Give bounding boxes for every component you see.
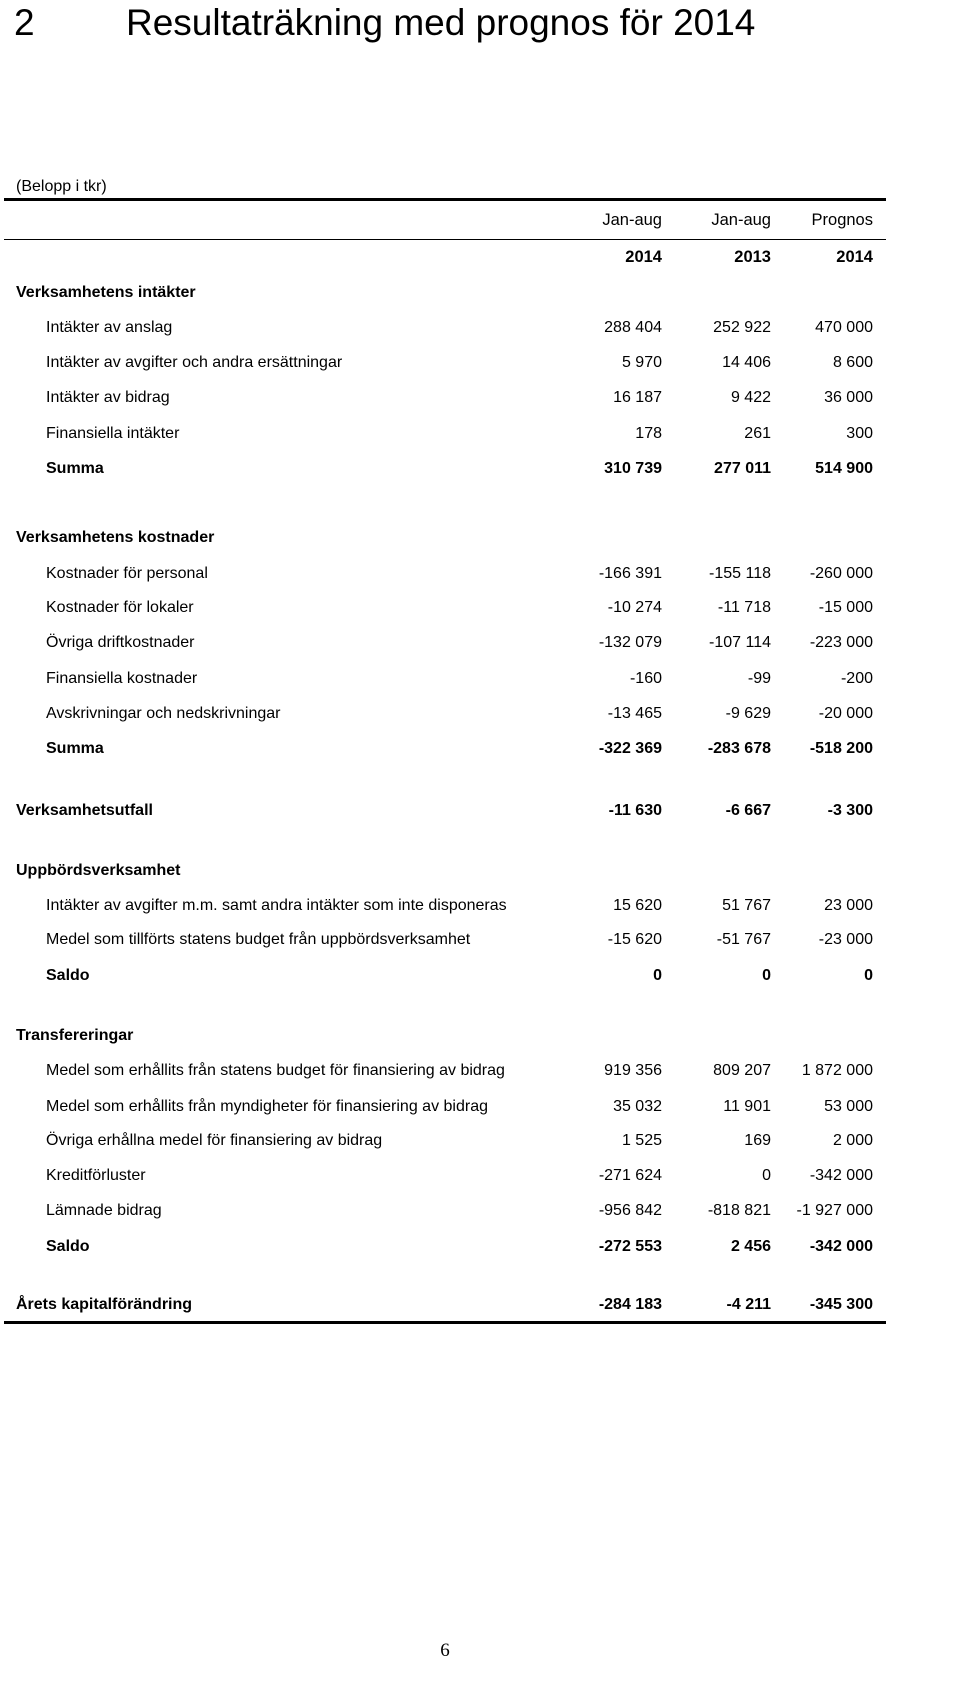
- chapter-number: 2: [14, 2, 35, 43]
- table-row-result: [0, 800, 960, 822]
- row-label: Intäkter av anslag: [46, 319, 173, 336]
- row-label: Medel som tillförts statens budget från uppbördsverksamhet: [46, 931, 471, 948]
- header-year-col1: 2014: [625, 248, 662, 266]
- total-value-col3: -342 000: [809, 1238, 873, 1255]
- header-period-col1: Jan-aug: [602, 211, 662, 229]
- table-row-result: [0, 1294, 960, 1316]
- table-row: [0, 352, 960, 374]
- total-value-col2: -283 678: [707, 740, 771, 757]
- row-value-col1: -160: [629, 670, 662, 687]
- total-value-col1: 0: [653, 967, 662, 984]
- row-value-col2: 9 422: [730, 389, 771, 406]
- result-value-col3: -3 300: [827, 802, 873, 819]
- page-title: Resultaträkning med prognos för 2014: [126, 2, 756, 43]
- row-value-col1: -10 274: [607, 599, 662, 616]
- row-value-col3: 300: [846, 425, 873, 442]
- row-value-col1: -956 842: [598, 1202, 662, 1219]
- header-period-col3: Prognos: [811, 211, 873, 229]
- row-value-col3: 1 872 000: [801, 1062, 873, 1079]
- row-value-col2: -155 118: [709, 565, 771, 582]
- table-top-rule: [4, 198, 886, 201]
- table-row: [0, 895, 960, 917]
- row-value-col1: 1 525: [621, 1132, 662, 1149]
- section-title: Verksamhetens intäkter: [16, 284, 196, 301]
- table-row: [0, 703, 960, 725]
- table-row-total: [0, 1236, 960, 1258]
- section-heading: [0, 282, 960, 304]
- table-row: [0, 668, 960, 690]
- row-label: Intäkter av bidrag: [46, 389, 170, 406]
- total-value-col3: 514 900: [815, 460, 873, 477]
- result-label: Verksamhetsutfall: [16, 802, 153, 819]
- row-label: Finansiella intäkter: [46, 425, 180, 442]
- row-value-col3: 23 000: [824, 897, 873, 914]
- table-header-periods: [0, 209, 960, 231]
- result-label: Årets kapitalförändring: [16, 1296, 193, 1313]
- section-title: Transfereringar: [16, 1027, 134, 1044]
- row-value-col2: 0: [762, 1167, 771, 1184]
- result-value-col3: -345 300: [809, 1296, 873, 1313]
- result-value-col2: -6 667: [725, 802, 771, 819]
- table-row: [0, 317, 960, 339]
- section-title: Verksamhetens kostnader: [16, 529, 215, 546]
- row-label: Medel som erhållits från myndigheter för finansiering av bidrag: [46, 1098, 488, 1115]
- total-value-col2: 2 456: [730, 1238, 771, 1255]
- row-value-col2: 261: [744, 425, 771, 442]
- total-label: Summa: [46, 460, 104, 477]
- row-label: Intäkter av avgifter m.m. samt andra intäkter som inte disponeras: [46, 897, 507, 914]
- row-value-col3: -342 000: [809, 1167, 873, 1184]
- row-value-col3: 2 000: [832, 1132, 873, 1149]
- row-value-col3: -1 927 000: [796, 1202, 873, 1219]
- row-value-col3: -260 000: [809, 565, 873, 582]
- row-value-col1: -13 465: [607, 705, 662, 722]
- row-value-col1: 178: [635, 425, 662, 442]
- table-row: [0, 423, 960, 445]
- row-value-col3: -200: [840, 670, 873, 687]
- row-value-col2: 809 207: [713, 1062, 771, 1079]
- table-row-total: [0, 965, 960, 987]
- row-label: Kostnader för lokaler: [46, 599, 194, 616]
- amount-unit-note: (Belopp i tkr): [16, 178, 107, 195]
- table-row: [0, 1200, 960, 1222]
- section-title: Uppbördsverksamhet: [16, 862, 181, 879]
- row-value-col1: -15 620: [607, 931, 662, 948]
- table-header-years: [0, 246, 960, 268]
- row-label: Finansiella kostnader: [46, 670, 198, 687]
- header-divider: [4, 239, 886, 240]
- row-label: Kreditförluster: [46, 1167, 146, 1184]
- section-heading: [0, 527, 960, 549]
- table-row: [0, 1130, 960, 1152]
- row-value-col1: 35 032: [613, 1098, 662, 1115]
- row-value-col2: -99: [747, 670, 771, 687]
- row-value-col2: 11 901: [723, 1098, 771, 1115]
- row-value-col2: -51 767: [716, 931, 771, 948]
- table-row: [0, 1060, 960, 1082]
- table-row: [0, 387, 960, 409]
- total-label: Saldo: [46, 967, 90, 984]
- row-value-col3: 36 000: [824, 389, 873, 406]
- total-value-col1: -322 369: [598, 740, 662, 757]
- table-bottom-rule: [4, 1321, 886, 1324]
- result-value-col1: -11 630: [608, 802, 662, 819]
- row-value-col1: 15 620: [613, 897, 662, 914]
- total-value-col3: -518 200: [809, 740, 873, 757]
- row-value-col2: -11 718: [717, 599, 771, 616]
- row-label: Övriga driftkostnader: [46, 634, 195, 651]
- table-row: [0, 632, 960, 654]
- row-value-col3: -23 000: [818, 931, 873, 948]
- row-value-col3: 53 000: [824, 1098, 873, 1115]
- page-number: 6: [440, 1640, 450, 1661]
- row-value-col1: -132 079: [598, 634, 662, 651]
- row-label: Kostnader för personal: [46, 565, 208, 582]
- section-heading: [0, 860, 960, 882]
- table-row-total: [0, 738, 960, 760]
- row-label: Intäkter av avgifter och andra ersättningar: [46, 354, 343, 371]
- table-row: [0, 563, 960, 585]
- total-value-col3: 0: [864, 967, 873, 984]
- row-value-col2: -818 821: [707, 1202, 771, 1219]
- row-value-col3: -15 000: [818, 599, 873, 616]
- total-label: Saldo: [46, 1238, 90, 1255]
- total-value-col2: 277 011: [714, 460, 771, 477]
- row-value-col3: -20 000: [818, 705, 873, 722]
- row-value-col1: -271 624: [598, 1167, 662, 1184]
- row-value-col1: -166 391: [598, 565, 662, 582]
- row-value-col3: 470 000: [815, 319, 873, 336]
- table-row: [0, 929, 960, 951]
- table-row: [0, 1096, 960, 1118]
- row-value-col2: -107 114: [709, 634, 771, 651]
- result-value-col1: -284 183: [598, 1296, 662, 1313]
- row-value-col1: 16 187: [613, 389, 662, 406]
- row-value-col2: 169: [744, 1132, 771, 1149]
- row-label: Lämnade bidrag: [46, 1202, 162, 1219]
- row-value-col2: -9 629: [725, 705, 771, 722]
- header-year-col3: 2014: [836, 248, 873, 266]
- table-row-total: [0, 458, 960, 480]
- row-value-col3: 8 600: [832, 354, 873, 371]
- header-year-col2: 2013: [734, 248, 771, 266]
- table-row: [0, 1165, 960, 1187]
- row-label: Medel som erhållits från statens budget för finansiering av bidrag: [46, 1062, 505, 1079]
- row-value-col1: 5 970: [621, 354, 662, 371]
- total-value-col1: 310 739: [604, 460, 662, 477]
- section-heading: [0, 1025, 960, 1047]
- total-value-col1: -272 553: [598, 1238, 662, 1255]
- row-value-col3: -223 000: [809, 634, 873, 651]
- result-value-col2: -4 211: [726, 1296, 771, 1313]
- row-value-col1: 919 356: [604, 1062, 662, 1079]
- total-value-col2: 0: [762, 967, 771, 984]
- total-label: Summa: [46, 740, 104, 757]
- row-value-col2: 51 767: [722, 897, 771, 914]
- row-value-col1: 288 404: [604, 319, 662, 336]
- row-label: Övriga erhållna medel för finansiering av bidrag: [46, 1132, 383, 1149]
- row-value-col2: 252 922: [713, 319, 771, 336]
- table-row: [0, 597, 960, 619]
- row-label: Avskrivningar och nedskrivningar: [46, 705, 281, 722]
- row-value-col2: 14 406: [722, 354, 771, 371]
- header-period-col2: Jan-aug: [711, 211, 771, 229]
